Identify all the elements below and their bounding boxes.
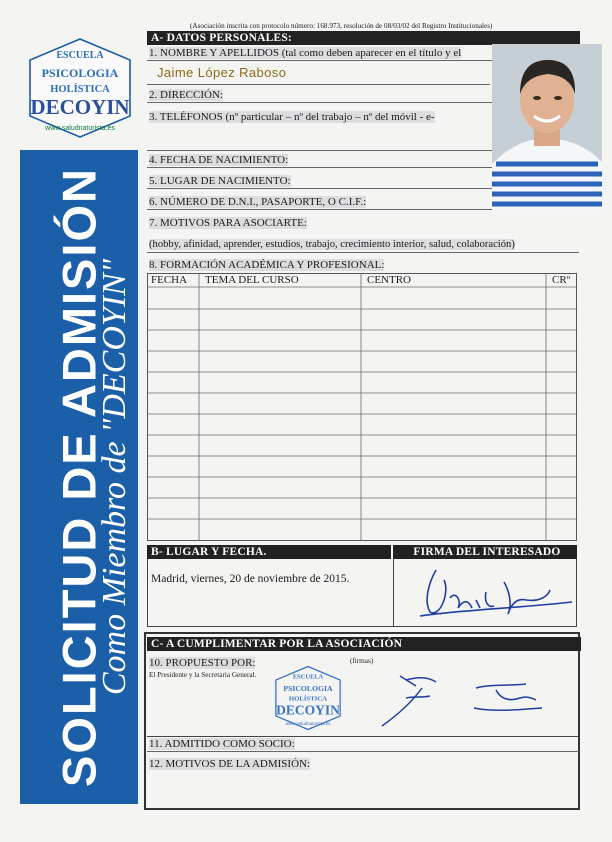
school-logo — [24, 36, 136, 140]
signature-heading: FIRMA DEL INTERESADO — [393, 545, 577, 559]
column-header-fecha: FECHA — [151, 274, 188, 286]
field-name-value[interactable]: Jaime López Raboso — [147, 61, 490, 85]
column-header-centro: CENTRO — [367, 274, 411, 286]
form-subtitle: Como Miembro de "DECOYIN" — [96, 258, 133, 696]
logo-text-decoyin: DECOYIN — [30, 95, 130, 119]
applicant-photo — [492, 44, 602, 210]
section-a-heading: A- DATOS PERSONALES: — [147, 31, 580, 45]
section-c-heading: C- A CUMPLIMENTAR POR LA ASOCIACIÓN — [147, 637, 581, 651]
signatures-note: (firmas) — [350, 657, 374, 665]
registration-note: (Asociación inscrita con protocolo número: 168.973, resolución de 08/03/02 del Registro Institucionales) — [190, 22, 493, 30]
secretary-signature — [470, 678, 544, 718]
applicant-portrait-image — [492, 44, 602, 210]
field-proposed-by[interactable]: 10. PROPUESTO POR: — [149, 657, 256, 669]
field-education-label: 8. FORMACIÓN ACADÉMICA Y PROFESIONAL: — [149, 259, 385, 271]
education-table — [147, 273, 577, 541]
field-birth-place[interactable]: 5. LUGAR DE NACIMIENTO: — [147, 174, 492, 189]
field-motives-hint: (hobby, afinidad, aprender, estudios, trabajo, crecimiento interior, salud, colaboración) — [147, 238, 579, 253]
column-header-tema: TEMA DEL CURSO — [205, 274, 299, 286]
proposed-by-sub: El Presidente y la Secretaria General. — [149, 671, 257, 679]
place-and-date: Madrid, viernes, 20 de noviembre de 2015. — [151, 573, 350, 585]
svg-text:www.saludnaturista.es: www.saludnaturista.es — [285, 721, 331, 726]
section-b-divider — [393, 559, 394, 627]
logo-text-holistica: HOLÍSTICA — [50, 84, 110, 95]
president-signature — [376, 668, 446, 730]
applicant-signature — [400, 562, 574, 624]
svg-text:DECOYIN: DECOYIN — [276, 702, 340, 718]
field-motives[interactable]: 7. MOTIVOS PARA ASOCIARTE: — [149, 217, 307, 229]
logo-text-escuela: ESCUELA — [56, 50, 104, 61]
field-admitted[interactable]: 11. ADMITIDO COMO SOCIO: — [147, 736, 579, 752]
field-admission-motives[interactable]: 12. MOTIVOS DE LA ADMISIÓN: — [149, 758, 311, 770]
field-birth-date[interactable]: 4. FECHA DE NACIMIENTO: — [147, 153, 492, 168]
field-phones[interactable]: 3. TELÉFONOS (nº particular – nº del trabajo – nº del móvil - e- — [147, 110, 492, 151]
svg-text:ESCUELA: ESCUELA — [292, 673, 324, 681]
field-name-label: 1. NOMBRE Y APELLIDOS (tal como deben aparecer en el título y el — [147, 46, 492, 61]
field-address[interactable]: 2. DIRECCIÓN: — [147, 88, 492, 103]
form-title: SOLICITUD DE ADMISIÓN — [52, 167, 106, 787]
stamp-logo — [272, 664, 344, 732]
field-id-number[interactable]: 6. NÚMERO DE D.N.I., PASAPORTE, O C.I.F.: — [147, 195, 579, 210]
svg-text:HOLÍSTICA: HOLÍSTICA — [288, 695, 328, 703]
svg-text:PSICOLOGIA: PSICOLOGIA — [283, 683, 333, 693]
education-grid-lines — [147, 273, 577, 541]
column-header-creditos: CRº — [552, 274, 571, 286]
logo-url: www.saludnaturista.es — [45, 125, 115, 132]
section-b-heading: B- LUGAR Y FECHA. — [147, 545, 391, 559]
title-sidebar — [20, 150, 138, 804]
logo-text-psicologia: PSICOLOGIA — [41, 66, 119, 80]
